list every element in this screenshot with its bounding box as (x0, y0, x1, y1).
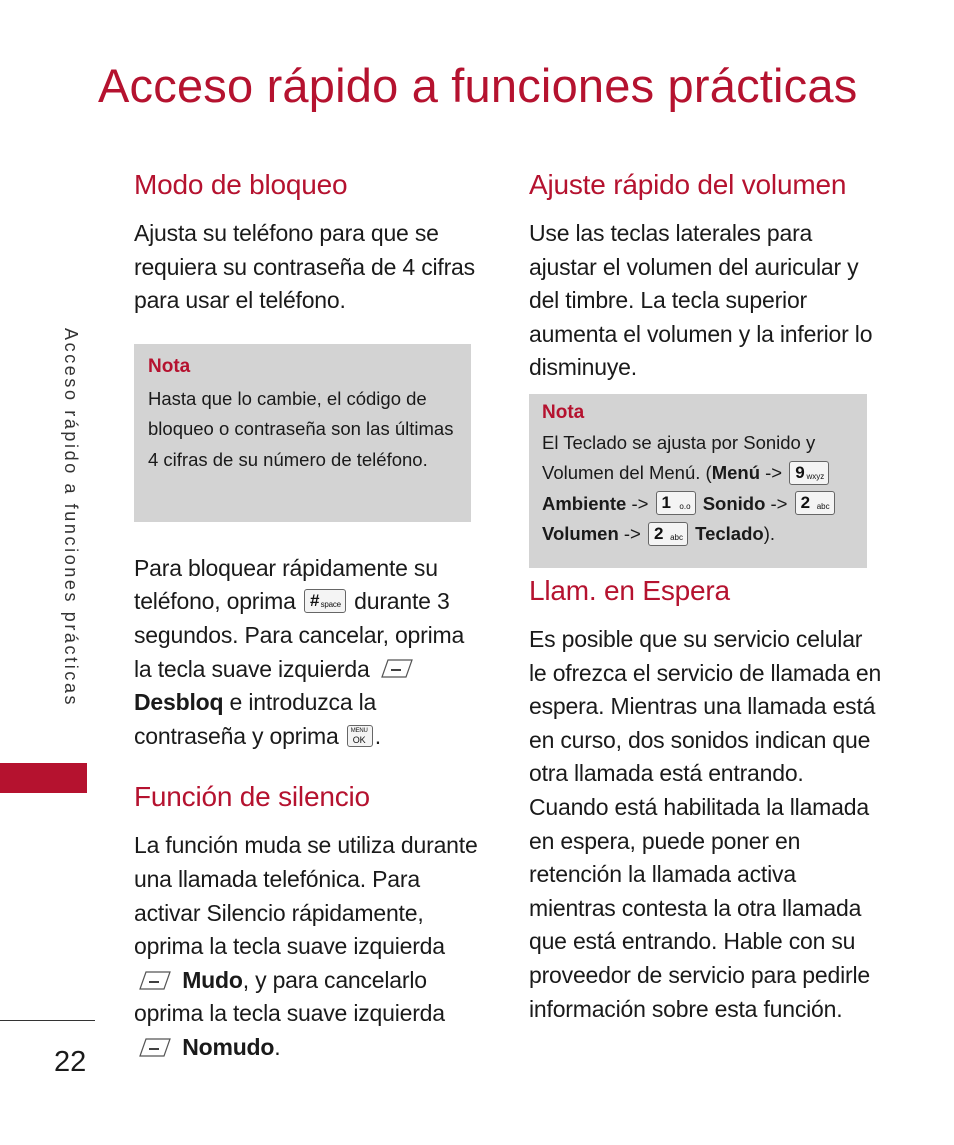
volumen-label: Volumen (542, 523, 619, 545)
page-number: 22 (54, 1046, 87, 1078)
key-main: 2 (654, 523, 664, 543)
menu-ok-key-icon (347, 725, 373, 747)
note-title: Nota (542, 401, 585, 423)
lock-text-4: . (374, 722, 381, 749)
left-soft-key-icon (379, 657, 415, 679)
key-9-icon (789, 461, 829, 485)
key-sub: abc (670, 532, 683, 542)
key-sub: abc (816, 502, 830, 512)
sonido-label: Sonido (702, 492, 766, 514)
side-tab-label: Acceso rápido a funciones prácticas (61, 328, 81, 708)
page-title: Acceso rápido a funciones prácticas (98, 59, 858, 112)
note-title: Nota (148, 355, 191, 377)
key-main: 9 (795, 462, 805, 482)
lock-text-1: Para bloquear rápidamente su teléfono, oprima (134, 554, 438, 615)
mute-text-3: . (274, 1033, 281, 1060)
lock-mode-heading: Modo de bloqueo (134, 169, 348, 200)
lock-mode-intro: Ajusta su teléfono para que se requiera su contraseña de 4 cifras para usar el teléfono. (134, 220, 475, 314)
lock-instructions (134, 552, 484, 754)
volume-heading: Ajuste rápido del volumen (529, 169, 847, 200)
key-2-icon (648, 522, 688, 546)
left-soft-key-icon (137, 969, 173, 991)
key-main: # (309, 591, 320, 611)
note-close: ). (763, 523, 775, 545)
left-column (134, 167, 484, 1065)
desbloq-label: Desbloq (134, 689, 224, 716)
key-main: 2 (800, 493, 811, 513)
mute-text-2: , y para cancelarlo oprima la tecla suave izquierda (134, 966, 445, 1027)
note-body (542, 428, 855, 550)
mute-text-1: La función muda se utiliza durante una llamada telefónica. Para activar Silencio rápidamente, oprima la tecla suave izquierda (134, 832, 478, 960)
side-tab-marker (0, 763, 87, 793)
lock-note-box (134, 344, 471, 522)
nomudo-label: Nomudo (182, 1033, 275, 1060)
teclado-label: Teclado (695, 523, 764, 545)
key-2-icon (795, 491, 835, 515)
footer-rule (0, 1020, 95, 1021)
key-sub: space (320, 600, 341, 610)
lock-text-2: durante 3 segundos. Para cancelar, oprima la tecla suave izquierda (134, 588, 465, 682)
mute-heading: Función de silencio (134, 781, 370, 813)
hash-space-key-icon (304, 589, 346, 613)
key-bottom: OK (352, 734, 366, 745)
right-column (529, 167, 884, 1026)
note-body: Hasta que lo cambie, el código de bloqueo o contraseña son las últimas 4 cifras de su número de teléfono. (148, 387, 454, 470)
key-sub: o.o (679, 502, 691, 512)
call-waiting-body: Es posible que su servicio celular le ofrezca el servicio de llamada en espera. Mientras una llamada está en curso, dos sonidos indican que otra llamada está entrando. Cuando está habilitada la llamada en espera, puede poner en retención la llamada activa mientras contesta la otra llamada que está entrando. Hable con su proveedor de servicio para pedirle información sobre esta función. (529, 625, 882, 1022)
key-main: 1 (661, 493, 672, 513)
volume-note-box (529, 394, 867, 568)
arrow: -> (770, 492, 788, 514)
key-1-icon (656, 491, 696, 515)
menu-label: Menú (711, 462, 760, 484)
left-soft-key-icon (137, 1036, 173, 1058)
arrow: -> (623, 523, 641, 545)
key-sub: wxyz (806, 471, 825, 481)
call-waiting-heading: Llam. en Espera (529, 574, 730, 606)
mudo-label: Mudo (182, 966, 243, 993)
arrow: -> (765, 462, 783, 484)
mute-instructions (134, 829, 484, 1064)
volume-body: Use las teclas laterales para ajustar el volumen del auricular y del timbre. La tecla superior aumenta el volumen y la inferior lo disminuye. (529, 220, 873, 381)
ambiente-label: Ambiente (542, 492, 627, 514)
note-text: El Teclado se ajusta por Sonido y Volumen del Menú. ( (542, 431, 816, 484)
lock-text-3: e introduzca la contraseña y oprima (134, 689, 377, 749)
key-top: MENU (350, 727, 368, 734)
arrow: -> (631, 492, 649, 514)
